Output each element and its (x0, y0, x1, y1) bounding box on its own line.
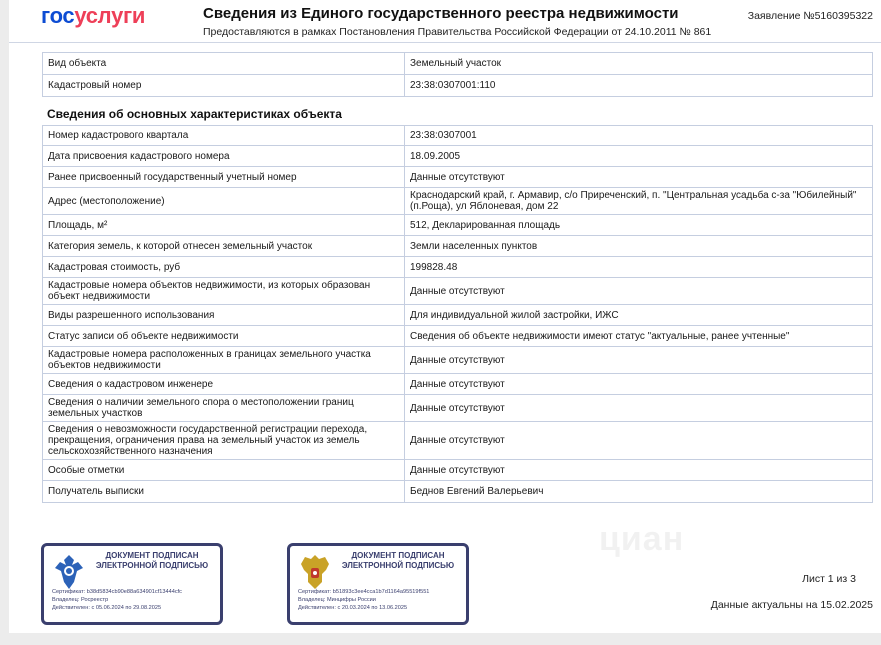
row-label: Дата присвоения кадастрового номера (43, 146, 405, 167)
watermark: циан (599, 520, 685, 558)
row-value: Беднов Евгений Валерьевич (405, 481, 873, 503)
table-row (43, 188, 873, 215)
stamp-valid: Действителен: с 20.03.2024 по 13.06.2025 (298, 605, 408, 611)
table-row (43, 481, 873, 503)
row-value: 23:38:0307001 (405, 126, 873, 146)
stamp-certificate: Сертификат: b38d5834cb90e88a634901cf13444cfc (52, 589, 182, 595)
table-row (43, 305, 873, 326)
row-value: Данные отсутствуют (405, 460, 873, 481)
characteristics-table (42, 125, 873, 503)
row-label: Кадастровая стоимость, руб (43, 257, 405, 278)
row-label: Номер кадастрового квартала (43, 126, 405, 146)
table-row (43, 167, 873, 188)
stamp-certificate: Сертификат: b51893c3ee4cca1b7d1164a95519f551 (298, 589, 430, 595)
row-value: Данные отсутствуют (405, 395, 873, 422)
row-value: Данные отсутствуют (405, 278, 873, 305)
row-label: Кадастровые номера расположенных в границах земельного участка объектов недвижимости (43, 347, 405, 374)
application-number: Заявление №5160395322 (747, 10, 873, 22)
page-number: Лист 1 из 3 (802, 573, 856, 585)
document-header (9, 0, 881, 43)
table-row (43, 347, 873, 374)
row-label: Кадастровые номера объектов недвижимости, из которых образован объект недвижимости (43, 278, 405, 305)
row-label: Категория земель, к которой отнесен земельный участок (43, 236, 405, 257)
row-value: 199828.48 (405, 257, 873, 278)
row-value: Данные отсутствуют (405, 347, 873, 374)
row-value: 18.09.2005 (405, 146, 873, 167)
table-row (43, 395, 873, 422)
row-label: Сведения о кадастровом инженере (43, 374, 405, 395)
rosreestr-emblem-icon (52, 552, 86, 592)
row-value: Данные отсутствуют (405, 422, 873, 460)
row-label: Ранее присвоенный государственный учетный номер (43, 167, 405, 188)
row-label: Получатель выписки (43, 481, 405, 503)
row-label: Адрес (местоположение) (43, 188, 405, 215)
stamp-owner: Владелец: Росреестр (52, 597, 109, 603)
table-row (43, 146, 873, 167)
actual-date: Данные актуальны на 15.02.2025 (710, 599, 873, 611)
row-label: Вид объекта (43, 53, 405, 75)
table-row (43, 460, 873, 481)
row-value: Данные отсутствуют (405, 374, 873, 395)
section-title: Сведения об основных характеристиках объекта (47, 107, 342, 121)
table-row (43, 126, 873, 146)
stamp-owner: Владелец: Минцифры России (298, 597, 376, 603)
document-title: Сведения из Единого государственного реестра недвижимости (203, 5, 679, 22)
signature-stamp-rosreestr (41, 543, 223, 625)
row-label: Сведения о наличии земельного спора о местоположении границ земельных участков (43, 395, 405, 422)
stamp-details (298, 588, 429, 612)
row-value: Для индивидуальной жилой застройки, ИЖС (405, 305, 873, 326)
document-page (9, 0, 881, 633)
table-row (43, 75, 873, 97)
row-label: Виды разрешенного использования (43, 305, 405, 326)
signature-stamp-mincifry (287, 543, 469, 625)
row-value: 23:38:0307001:110 (405, 75, 873, 97)
row-label: Кадастровый номер (43, 75, 405, 97)
table-row (43, 374, 873, 395)
row-value: Земельный участок (405, 53, 873, 75)
table-row (43, 278, 873, 305)
stamp-valid: Действителен: с 05.06.2024 по 29.08.2025 (52, 605, 162, 611)
row-value: Данные отсутствуют (405, 167, 873, 188)
row-label: Статус записи об объекте недвижимости (43, 326, 405, 347)
document-subtitle: Предоставляются в рамках Постановления Правительства Российской Федерации от 24.10.2011 № 861 (203, 26, 712, 38)
table-row (43, 326, 873, 347)
row-value: Земли населенных пунктов (405, 236, 873, 257)
object-table (42, 52, 873, 97)
row-label: Особые отметки (43, 460, 405, 481)
row-value: 512, Декларированная площадь (405, 215, 873, 236)
row-value: Краснодарский край, г. Армавир, с/о Приреченский, п. "Центральная усадьба с-за "Юбилейный" (п.Роща), ул Яблоневая, дом 22 (405, 188, 873, 215)
gosuslugi-logo: госуслуги (41, 3, 146, 28)
row-label: Сведения о невозможности государственной регистрации перехода, прекращения, ограничения права на земельный участок из земель сельскохозяйственного назначения (43, 422, 405, 460)
stamp-details (52, 588, 182, 612)
coat-of-arms-icon (298, 552, 332, 592)
table-row (43, 422, 873, 460)
table-row (43, 257, 873, 278)
stamp-title: ДОКУМЕНТ ПОДПИСАН ЭЛЕКТРОННОЙ ПОДПИСЬЮ (95, 551, 209, 570)
row-value: Сведения об объекте недвижимости имеют статус "актуальные, ранее учтенные" (405, 326, 873, 347)
table-row (43, 236, 873, 257)
row-label: Площадь, м² (43, 215, 405, 236)
stamp-title: ДОКУМЕНТ ПОДПИСАН ЭЛЕКТРОННОЙ ПОДПИСЬЮ (341, 551, 455, 570)
table-row (43, 53, 873, 75)
table-row (43, 215, 873, 236)
